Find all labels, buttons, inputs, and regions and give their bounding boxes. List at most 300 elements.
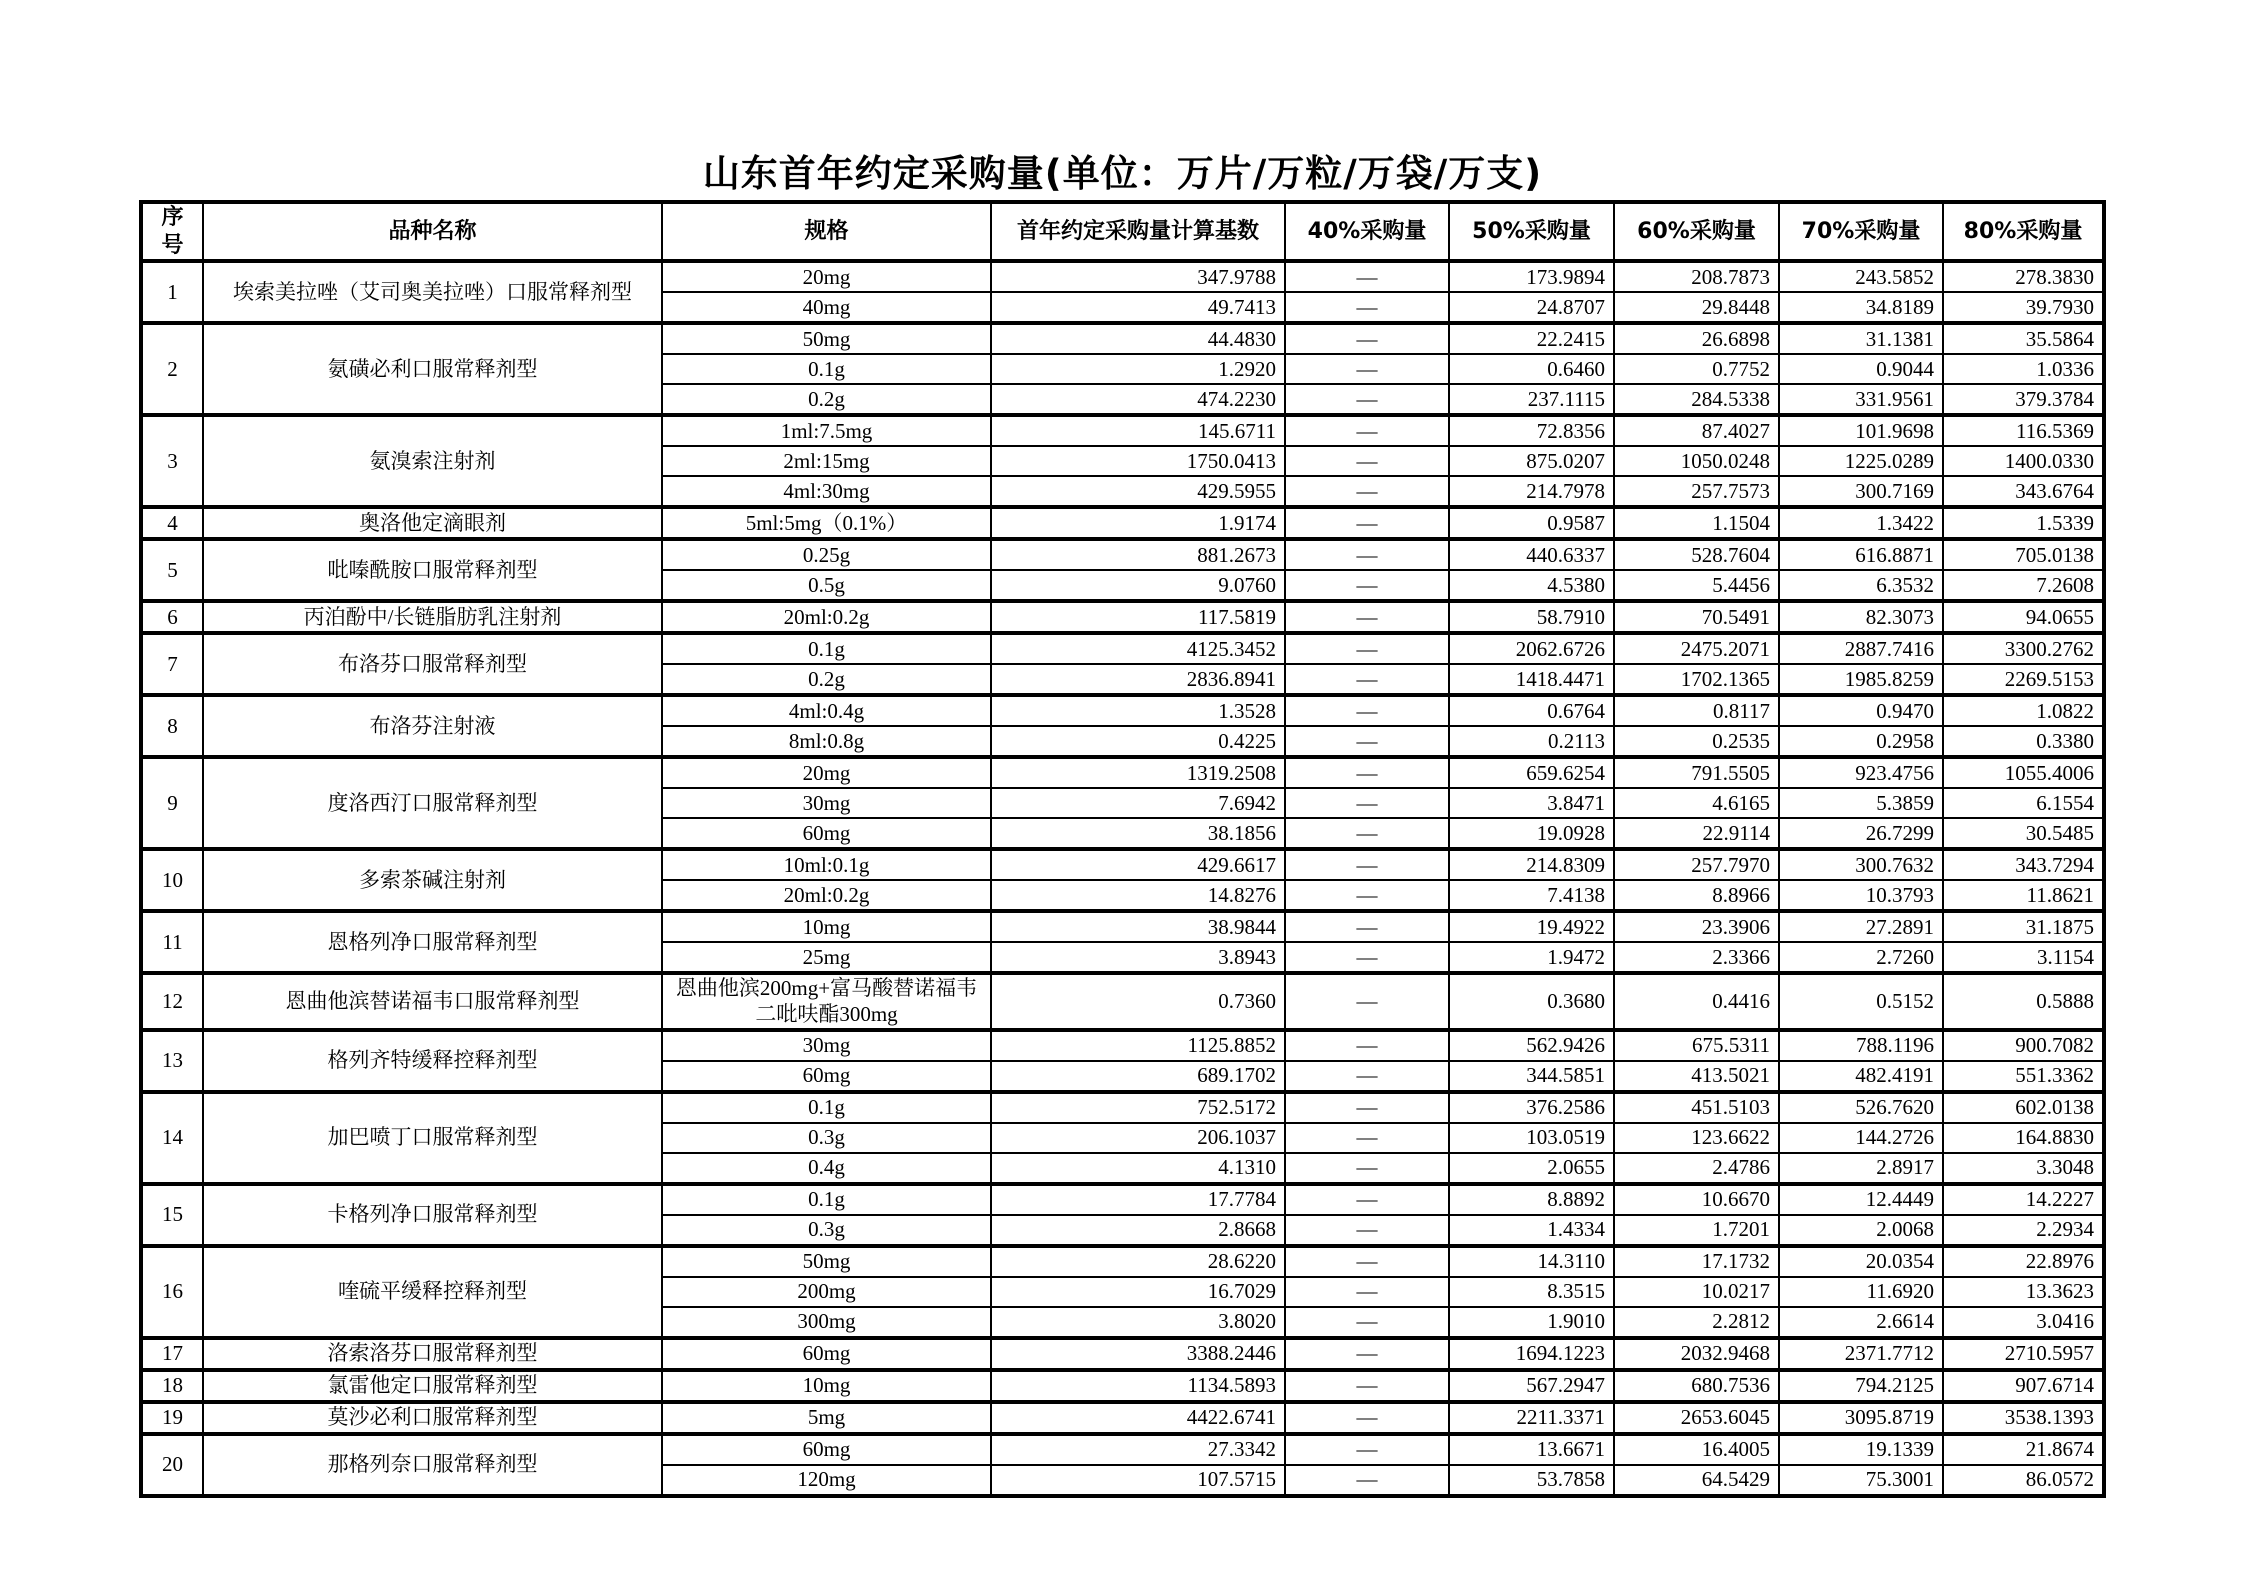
pct60-cell: 208.7873 — [1614, 261, 1779, 292]
spec-cell: 10mg — [662, 1370, 991, 1402]
pct60-cell: 8.8966 — [1614, 880, 1779, 911]
pct70-cell: 144.2726 — [1779, 1123, 1943, 1153]
pct60-cell: 1050.0248 — [1614, 446, 1779, 476]
pct70-cell: 20.0354 — [1779, 1246, 1943, 1277]
pct50-cell: 4.5380 — [1449, 570, 1614, 601]
pct70-cell: 616.8871 — [1779, 539, 1943, 570]
pct40-cell: — — [1285, 1061, 1449, 1092]
serial-number-cell: 14 — [141, 1092, 203, 1184]
product-name-cell: 氯雷他定口服常释剂型 — [203, 1370, 662, 1402]
product-name-cell: 吡嗪酰胺口服常释剂型 — [203, 539, 662, 601]
spec-cell: 20ml:0.2g — [662, 601, 991, 633]
pct50-cell: 376.2586 — [1449, 1092, 1614, 1123]
pct70-cell: 75.3001 — [1779, 1465, 1943, 1496]
pct70-cell: 26.7299 — [1779, 818, 1943, 849]
spec-cell: 10ml:0.1g — [662, 849, 991, 880]
pct40-cell: — — [1285, 323, 1449, 354]
serial-number-cell: 9 — [141, 757, 203, 849]
spec-cell: 50mg — [662, 323, 991, 354]
spec-cell: 50mg — [662, 1246, 991, 1277]
pct80-cell: 11.8621 — [1943, 880, 2104, 911]
pct50-cell: 344.5851 — [1449, 1061, 1614, 1092]
serial-number-cell: 20 — [141, 1434, 203, 1496]
procurement-table — [139, 200, 2106, 1498]
pct50-cell: 1.4334 — [1449, 1215, 1614, 1246]
table-row — [141, 1402, 2104, 1434]
pct50-cell: 440.6337 — [1449, 539, 1614, 570]
pct70-cell: 1225.0289 — [1779, 446, 1943, 476]
pct40-cell: — — [1285, 292, 1449, 323]
base-quantity-cell: 429.6617 — [991, 849, 1285, 880]
pct60-cell: 16.4005 — [1614, 1434, 1779, 1465]
pct70-cell: 1.3422 — [1779, 507, 1943, 539]
product-name-cell: 喹硫平缓释控释剂型 — [203, 1246, 662, 1338]
spec-cell: 0.2g — [662, 664, 991, 695]
pct80-cell: 1.0336 — [1943, 354, 2104, 384]
spec-cell: 0.4g — [662, 1153, 991, 1184]
pct60-cell: 2.3366 — [1614, 942, 1779, 973]
pct80-cell: 602.0138 — [1943, 1092, 2104, 1123]
table-row — [141, 601, 2104, 633]
spec-cell: 4ml:30mg — [662, 476, 991, 507]
base-quantity-cell: 107.5715 — [991, 1465, 1285, 1496]
pct40-cell: — — [1285, 942, 1449, 973]
pct70-cell: 82.3073 — [1779, 601, 1943, 633]
pct50-cell: 173.9894 — [1449, 261, 1614, 292]
spec-cell: 1ml:7.5mg — [662, 415, 991, 446]
serial-number-cell: 6 — [141, 601, 203, 633]
product-name-cell: 丙泊酚中/长链脂肪乳注射剂 — [203, 601, 662, 633]
pct50-cell: 0.6460 — [1449, 354, 1614, 384]
pct40-cell: — — [1285, 384, 1449, 415]
pct80-cell: 1400.0330 — [1943, 446, 2104, 476]
pct40-cell: — — [1285, 788, 1449, 818]
pct80-cell: 3.3048 — [1943, 1153, 2104, 1184]
table-row — [141, 1370, 2104, 1402]
pct80-cell: 343.7294 — [1943, 849, 2104, 880]
pct60-cell: 791.5505 — [1614, 757, 1779, 788]
spec-cell: 120mg — [662, 1465, 991, 1496]
base-quantity-cell: 9.0760 — [991, 570, 1285, 601]
base-quantity-cell: 347.9788 — [991, 261, 1285, 292]
pct60-cell: 2.2812 — [1614, 1307, 1779, 1338]
pct70-cell: 6.3532 — [1779, 570, 1943, 601]
spec-cell: 2ml:15mg — [662, 446, 991, 476]
pct60-cell: 2.4786 — [1614, 1153, 1779, 1184]
pct60-cell: 70.5491 — [1614, 601, 1779, 633]
pct60-cell: 1.7201 — [1614, 1215, 1779, 1246]
pct50-cell: 103.0519 — [1449, 1123, 1614, 1153]
pct40-cell: — — [1285, 1123, 1449, 1153]
pct80-cell: 7.2608 — [1943, 570, 2104, 601]
pct40-cell: — — [1285, 1184, 1449, 1215]
pct70-cell: 19.1339 — [1779, 1434, 1943, 1465]
pct40-cell: — — [1285, 695, 1449, 726]
spec-cell: 20mg — [662, 261, 991, 292]
pct80-cell: 39.7930 — [1943, 292, 2104, 323]
pct60-cell: 87.4027 — [1614, 415, 1779, 446]
spec-cell: 30mg — [662, 788, 991, 818]
serial-number-cell: 12 — [141, 973, 203, 1030]
serial-number-cell: 4 — [141, 507, 203, 539]
pct70-cell: 12.4449 — [1779, 1184, 1943, 1215]
pct60-cell: 10.0217 — [1614, 1277, 1779, 1307]
pct60-cell: 5.4456 — [1614, 570, 1779, 601]
pct70-cell: 482.4191 — [1779, 1061, 1943, 1092]
pct70-cell: 0.5152 — [1779, 973, 1943, 1030]
base-quantity-cell: 429.5955 — [991, 476, 1285, 507]
pct70-cell: 526.7620 — [1779, 1092, 1943, 1123]
pct40-cell: — — [1285, 726, 1449, 757]
pct40-cell: — — [1285, 633, 1449, 664]
pct40-cell: — — [1285, 1307, 1449, 1338]
pct40-cell: — — [1285, 1092, 1449, 1123]
product-name-cell: 莫沙必利口服常释剂型 — [203, 1402, 662, 1434]
pct40-cell: — — [1285, 757, 1449, 788]
product-name-cell: 氨磺必利口服常释剂型 — [203, 323, 662, 415]
pct50-cell: 0.9587 — [1449, 507, 1614, 539]
base-quantity-cell: 689.1702 — [991, 1061, 1285, 1092]
base-quantity-cell: 38.9844 — [991, 911, 1285, 942]
table-row — [141, 539, 2104, 570]
table-row — [141, 633, 2104, 664]
pct40-cell: — — [1285, 415, 1449, 446]
serial-number-cell: 18 — [141, 1370, 203, 1402]
pct60-cell: 0.8117 — [1614, 695, 1779, 726]
pct80-cell: 1055.4006 — [1943, 757, 2104, 788]
spec-cell: 0.1g — [662, 1184, 991, 1215]
pct80-cell: 31.1875 — [1943, 911, 2104, 942]
pct50-cell: 3.8471 — [1449, 788, 1614, 818]
table-row — [141, 695, 2104, 726]
pct50-cell: 1418.4471 — [1449, 664, 1614, 695]
pct40-cell: — — [1285, 849, 1449, 880]
pct80-cell: 379.3784 — [1943, 384, 2104, 415]
base-quantity-cell: 3.8943 — [991, 942, 1285, 973]
spec-cell: 0.3g — [662, 1215, 991, 1246]
pct70-cell: 2.0068 — [1779, 1215, 1943, 1246]
pct80-cell: 0.5888 — [1943, 973, 2104, 1030]
table-row — [141, 849, 2104, 880]
pct60-cell: 4.6165 — [1614, 788, 1779, 818]
pct80-cell: 3538.1393 — [1943, 1402, 2104, 1434]
pct60-cell: 23.3906 — [1614, 911, 1779, 942]
pct40-cell: — — [1285, 507, 1449, 539]
pct80-cell: 705.0138 — [1943, 539, 2104, 570]
pct70-cell: 31.1381 — [1779, 323, 1943, 354]
pct40-cell: — — [1285, 1370, 1449, 1402]
spec-cell: 60mg — [662, 818, 991, 849]
table-row — [141, 323, 2104, 354]
pct80-cell: 21.8674 — [1943, 1434, 2104, 1465]
base-quantity-cell: 28.6220 — [991, 1246, 1285, 1277]
pct40-cell: — — [1285, 1153, 1449, 1184]
spec-cell: 0.25g — [662, 539, 991, 570]
serial-number-cell: 7 — [141, 633, 203, 695]
base-quantity-cell: 881.2673 — [991, 539, 1285, 570]
pct60-cell: 528.7604 — [1614, 539, 1779, 570]
table-row — [141, 1030, 2104, 1061]
pct40-cell: — — [1285, 354, 1449, 384]
serial-number-cell: 3 — [141, 415, 203, 507]
pct50-cell: 8.8892 — [1449, 1184, 1614, 1215]
pct80-cell: 907.6714 — [1943, 1370, 2104, 1402]
pct80-cell: 2269.5153 — [1943, 664, 2104, 695]
pct80-cell: 116.5369 — [1943, 415, 2104, 446]
pct50-cell: 214.8309 — [1449, 849, 1614, 880]
table-row — [141, 1092, 2104, 1123]
spec-cell: 4ml:0.4g — [662, 695, 991, 726]
pct70-cell: 2.7260 — [1779, 942, 1943, 973]
serial-number-cell: 10 — [141, 849, 203, 911]
pct50-cell: 237.1115 — [1449, 384, 1614, 415]
table-row — [141, 507, 2104, 539]
pct80-cell: 900.7082 — [1943, 1030, 2104, 1061]
pct50-cell: 1.9472 — [1449, 942, 1614, 973]
table-row — [141, 973, 2104, 1030]
pct40-cell: — — [1285, 1338, 1449, 1370]
pct70-cell: 0.9044 — [1779, 354, 1943, 384]
serial-number-cell: 8 — [141, 695, 203, 757]
pct60-cell: 29.8448 — [1614, 292, 1779, 323]
pct40-cell: — — [1285, 1215, 1449, 1246]
product-name-cell: 洛索洛芬口服常释剂型 — [203, 1338, 662, 1370]
pct40-cell: — — [1285, 911, 1449, 942]
base-quantity-cell: 1.3528 — [991, 695, 1285, 726]
pct50-cell: 214.7978 — [1449, 476, 1614, 507]
serial-number-cell: 19 — [141, 1402, 203, 1434]
pct50-cell: 2211.3371 — [1449, 1402, 1614, 1434]
pct50-cell: 2062.6726 — [1449, 633, 1614, 664]
base-quantity-cell: 49.7413 — [991, 292, 1285, 323]
pct70-cell: 243.5852 — [1779, 261, 1943, 292]
pct50-cell: 0.3680 — [1449, 973, 1614, 1030]
base-quantity-cell: 3.8020 — [991, 1307, 1285, 1338]
product-name-cell: 恩格列净口服常释剂型 — [203, 911, 662, 973]
pct60-cell: 0.4416 — [1614, 973, 1779, 1030]
column-header-6: 60%采购量 — [1614, 202, 1779, 261]
pct70-cell: 5.3859 — [1779, 788, 1943, 818]
base-quantity-cell: 117.5819 — [991, 601, 1285, 633]
pct40-cell: — — [1285, 446, 1449, 476]
pct80-cell: 278.3830 — [1943, 261, 2104, 292]
pct80-cell: 164.8830 — [1943, 1123, 2104, 1153]
table-row — [141, 1184, 2104, 1215]
pct50-cell: 22.2415 — [1449, 323, 1614, 354]
serial-number-cell: 2 — [141, 323, 203, 415]
product-name-cell: 奥洛他定滴眼剂 — [203, 507, 662, 539]
pct50-cell: 659.6254 — [1449, 757, 1614, 788]
pct80-cell: 6.1554 — [1943, 788, 2104, 818]
pct50-cell: 53.7858 — [1449, 1465, 1614, 1496]
pct80-cell: 3.0416 — [1943, 1307, 2104, 1338]
spec-cell: 恩曲他滨200mg+富马酸替诺福韦二吡呋酯300mg — [662, 973, 991, 1030]
spec-cell: 60mg — [662, 1434, 991, 1465]
spec-cell: 200mg — [662, 1277, 991, 1307]
pct60-cell: 680.7536 — [1614, 1370, 1779, 1402]
table-row — [141, 1338, 2104, 1370]
pct70-cell: 2.8917 — [1779, 1153, 1943, 1184]
base-quantity-cell: 7.6942 — [991, 788, 1285, 818]
pct70-cell: 101.9698 — [1779, 415, 1943, 446]
pct70-cell: 27.2891 — [1779, 911, 1943, 942]
spec-cell: 25mg — [662, 942, 991, 973]
column-header-2: 规格 — [662, 202, 991, 261]
pct60-cell: 1.1504 — [1614, 507, 1779, 539]
pct60-cell: 17.1732 — [1614, 1246, 1779, 1277]
pct70-cell: 34.8189 — [1779, 292, 1943, 323]
pct80-cell: 22.8976 — [1943, 1246, 2104, 1277]
spec-cell: 0.1g — [662, 354, 991, 384]
table-row — [141, 261, 2104, 292]
pct60-cell: 413.5021 — [1614, 1061, 1779, 1092]
pct70-cell: 2.6614 — [1779, 1307, 1943, 1338]
pct60-cell: 1702.1365 — [1614, 664, 1779, 695]
pct70-cell: 10.3793 — [1779, 880, 1943, 911]
spec-cell: 0.1g — [662, 1092, 991, 1123]
spec-cell: 40mg — [662, 292, 991, 323]
table-row — [141, 415, 2104, 446]
pct60-cell: 26.6898 — [1614, 323, 1779, 354]
pct40-cell: — — [1285, 1030, 1449, 1061]
pct80-cell: 3300.2762 — [1943, 633, 2104, 664]
pct70-cell: 1985.8259 — [1779, 664, 1943, 695]
pct60-cell: 10.6670 — [1614, 1184, 1779, 1215]
pct60-cell: 257.7970 — [1614, 849, 1779, 880]
pct80-cell: 94.0655 — [1943, 601, 2104, 633]
base-quantity-cell: 1134.5893 — [991, 1370, 1285, 1402]
product-name-cell: 埃索美拉唑（艾司奥美拉唑）口服常释剂型 — [203, 261, 662, 323]
pct60-cell: 64.5429 — [1614, 1465, 1779, 1496]
document-title: 山东首年约定采购量(单位：万片/万粒/万袋/万支) — [702, 152, 1543, 195]
pct70-cell: 788.1196 — [1779, 1030, 1943, 1061]
pct80-cell: 2.2934 — [1943, 1215, 2104, 1246]
pct50-cell: 562.9426 — [1449, 1030, 1614, 1061]
pct40-cell: — — [1285, 880, 1449, 911]
product-name-cell: 格列齐特缓释控释剂型 — [203, 1030, 662, 1092]
pct80-cell: 551.3362 — [1943, 1061, 2104, 1092]
serial-number-cell: 11 — [141, 911, 203, 973]
base-quantity-cell: 38.1856 — [991, 818, 1285, 849]
spec-cell: 20ml:0.2g — [662, 880, 991, 911]
column-header-0: 序号 — [141, 202, 203, 261]
base-quantity-cell: 206.1037 — [991, 1123, 1285, 1153]
pct50-cell: 1.9010 — [1449, 1307, 1614, 1338]
pct80-cell: 35.5864 — [1943, 323, 2104, 354]
product-name-cell: 布洛芬口服常释剂型 — [203, 633, 662, 695]
base-quantity-cell: 27.3342 — [991, 1434, 1285, 1465]
pct60-cell: 2653.6045 — [1614, 1402, 1779, 1434]
pct70-cell: 331.9561 — [1779, 384, 1943, 415]
pct60-cell: 123.6622 — [1614, 1123, 1779, 1153]
product-name-cell: 度洛西汀口服常释剂型 — [203, 757, 662, 849]
pct40-cell: — — [1285, 570, 1449, 601]
pct50-cell: 0.6764 — [1449, 695, 1614, 726]
product-name-cell: 加巴喷丁口服常释剂型 — [203, 1092, 662, 1184]
pct70-cell: 11.6920 — [1779, 1277, 1943, 1307]
pct40-cell: — — [1285, 1402, 1449, 1434]
spec-cell: 0.1g — [662, 633, 991, 664]
table-body — [141, 261, 2104, 1496]
pct80-cell: 1.5339 — [1943, 507, 2104, 539]
base-quantity-cell: 1125.8852 — [991, 1030, 1285, 1061]
base-quantity-cell: 0.4225 — [991, 726, 1285, 757]
pct40-cell: — — [1285, 818, 1449, 849]
spec-cell: 60mg — [662, 1338, 991, 1370]
pct80-cell: 30.5485 — [1943, 818, 2104, 849]
header-row — [141, 202, 2104, 261]
pct40-cell: — — [1285, 539, 1449, 570]
pct50-cell: 13.6671 — [1449, 1434, 1614, 1465]
serial-number-cell: 5 — [141, 539, 203, 601]
spec-cell: 5mg — [662, 1402, 991, 1434]
column-header-5: 50%采购量 — [1449, 202, 1614, 261]
product-name-cell: 卡格列净口服常释剂型 — [203, 1184, 662, 1246]
spec-cell: 8ml:0.8g — [662, 726, 991, 757]
serial-number-cell: 1 — [141, 261, 203, 323]
table-row — [141, 757, 2104, 788]
pct40-cell: — — [1285, 1465, 1449, 1496]
pct40-cell: — — [1285, 601, 1449, 633]
column-header-1: 品种名称 — [203, 202, 662, 261]
base-quantity-cell: 4422.6741 — [991, 1402, 1285, 1434]
base-quantity-cell: 2.8668 — [991, 1215, 1285, 1246]
pct80-cell: 13.3623 — [1943, 1277, 2104, 1307]
serial-number-cell: 17 — [141, 1338, 203, 1370]
spec-cell: 300mg — [662, 1307, 991, 1338]
pct50-cell: 2.0655 — [1449, 1153, 1614, 1184]
pct80-cell: 0.3380 — [1943, 726, 2104, 757]
pct70-cell: 794.2125 — [1779, 1370, 1943, 1402]
column-header-8: 80%采购量 — [1943, 202, 2104, 261]
base-quantity-cell: 1.2920 — [991, 354, 1285, 384]
pct50-cell: 7.4138 — [1449, 880, 1614, 911]
base-quantity-cell: 16.7029 — [991, 1277, 1285, 1307]
product-name-cell: 恩曲他滨替诺福韦口服常释剂型 — [203, 973, 662, 1030]
pct40-cell: — — [1285, 476, 1449, 507]
base-quantity-cell: 1750.0413 — [991, 446, 1285, 476]
pct40-cell: — — [1285, 261, 1449, 292]
pct70-cell: 923.4756 — [1779, 757, 1943, 788]
column-header-7: 70%采购量 — [1779, 202, 1943, 261]
pct50-cell: 1694.1223 — [1449, 1338, 1614, 1370]
pct60-cell: 284.5338 — [1614, 384, 1779, 415]
pct80-cell: 343.6764 — [1943, 476, 2104, 507]
base-quantity-cell: 1319.2508 — [991, 757, 1285, 788]
base-quantity-cell: 4125.3452 — [991, 633, 1285, 664]
pct50-cell: 24.8707 — [1449, 292, 1614, 323]
serial-number-cell: 13 — [141, 1030, 203, 1092]
pct60-cell: 451.5103 — [1614, 1092, 1779, 1123]
product-name-cell: 多索茶碱注射剂 — [203, 849, 662, 911]
base-quantity-cell: 0.7360 — [991, 973, 1285, 1030]
base-quantity-cell: 14.8276 — [991, 880, 1285, 911]
pct60-cell: 2032.9468 — [1614, 1338, 1779, 1370]
base-quantity-cell: 17.7784 — [991, 1184, 1285, 1215]
base-quantity-cell: 145.6711 — [991, 415, 1285, 446]
pct50-cell: 72.8356 — [1449, 415, 1614, 446]
pct70-cell: 300.7632 — [1779, 849, 1943, 880]
pct40-cell: — — [1285, 1246, 1449, 1277]
table-row — [141, 1246, 2104, 1277]
pct50-cell: 567.2947 — [1449, 1370, 1614, 1402]
serial-number-cell: 15 — [141, 1184, 203, 1246]
column-header-3: 首年约定采购量计算基数 — [991, 202, 1285, 261]
pct40-cell: — — [1285, 664, 1449, 695]
column-header-4: 40%采购量 — [1285, 202, 1449, 261]
pct80-cell: 86.0572 — [1943, 1465, 2104, 1496]
spec-cell: 5ml:5mg（0.1%） — [662, 507, 991, 539]
